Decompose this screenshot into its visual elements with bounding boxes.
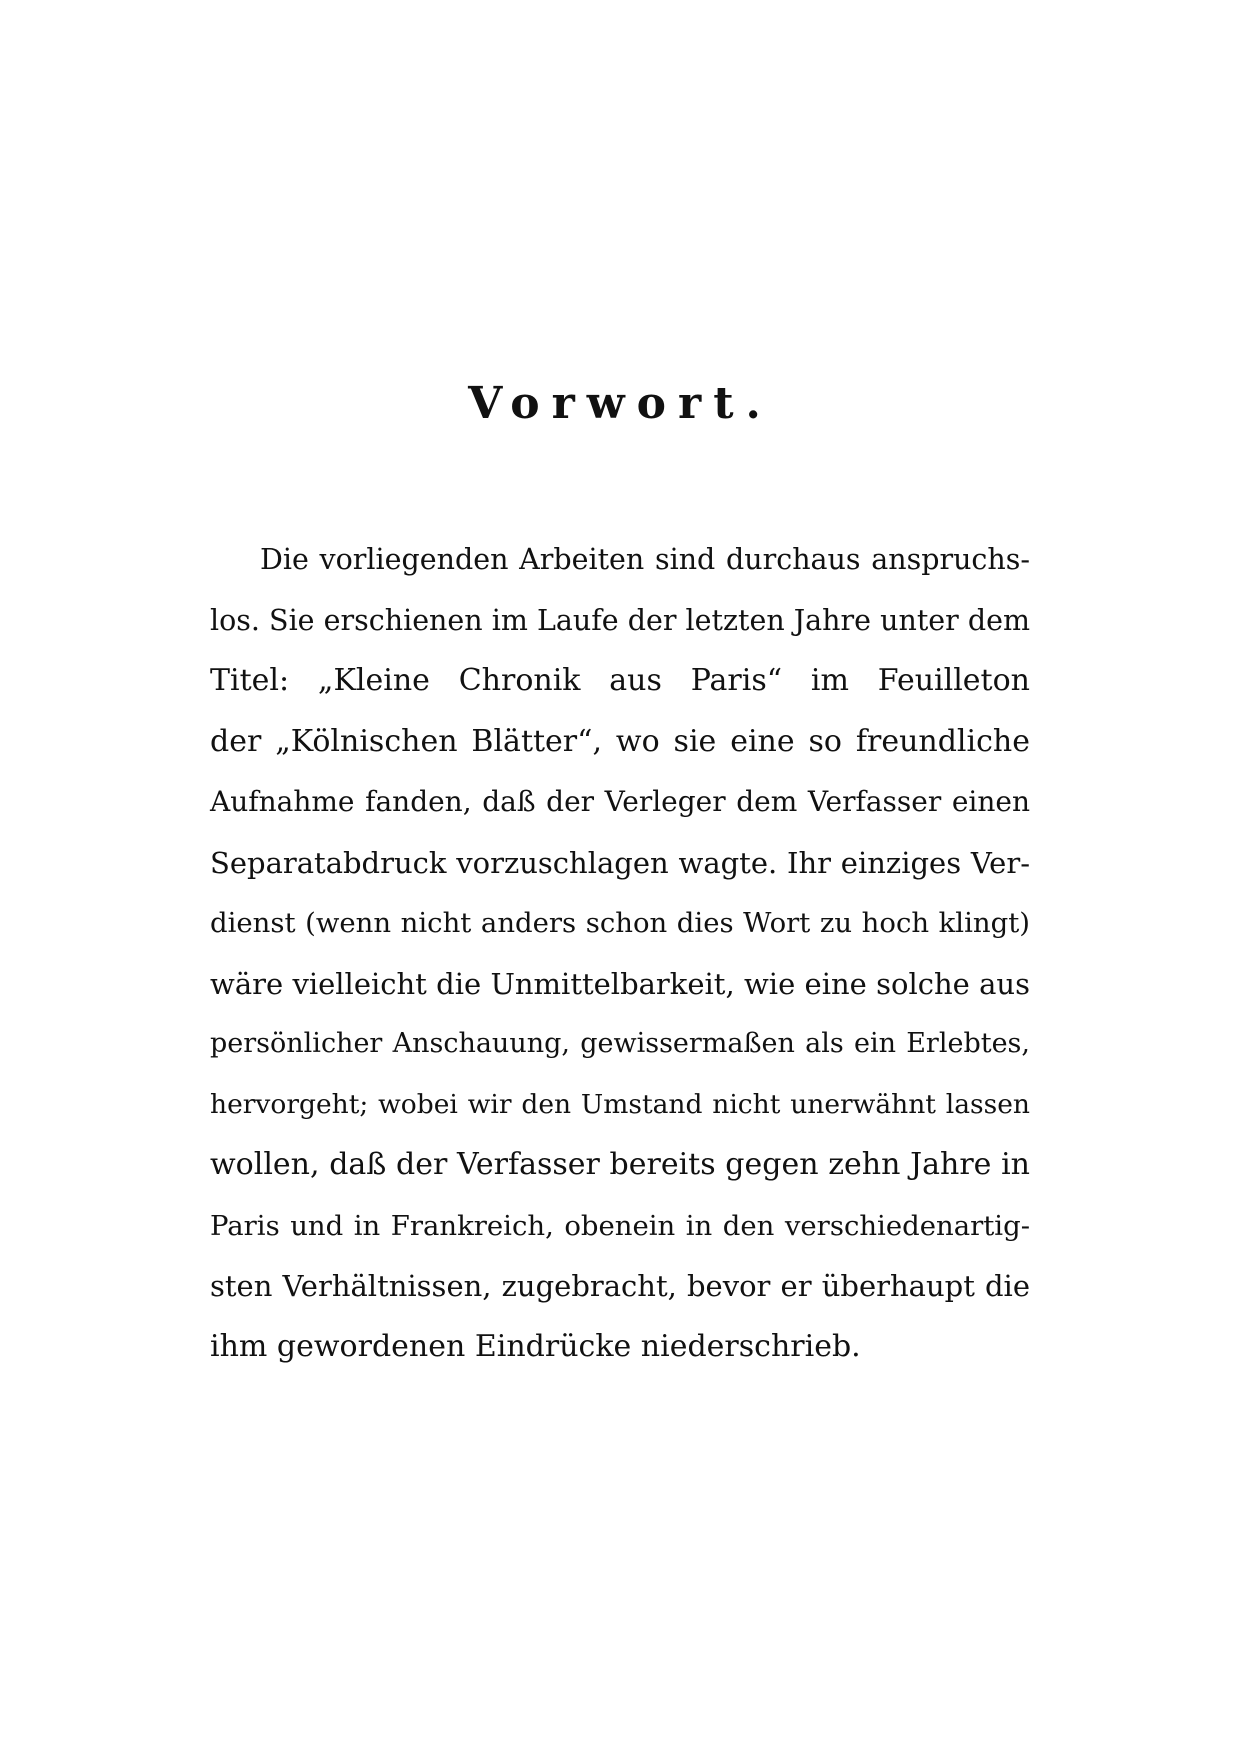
text-line: los. Sie erschienen im Laufe der letzten Jahre unter dem [210, 603, 1030, 637]
text-line: Titel: „Kleine Chronik aus Paris“ im Feuilleton [210, 663, 1030, 698]
text-line: ihm gewordenen Eindrücke niederschrieb. [210, 1328, 861, 1364]
text-line: persönlicher Anschauung, gewissermaßen als ein Erlebtes, [210, 1028, 1030, 1059]
text-line: der „Kölnischen Blätter“, wo sie eine so freundliche [210, 723, 1030, 759]
text-line: wollen, daß der Verfasser bereits gegen zehn Jahre in [210, 1147, 1030, 1182]
text-line: Aufnahme fanden, daß der Verleger dem Verfasser einen [210, 785, 1030, 818]
text-line: sten Verhältnissen, zugebracht, bevor er überhaupt die [210, 1269, 1030, 1303]
page-heading: Vorwort. [468, 378, 773, 429]
text-line: hervorgeht; wobei wir den Umstand nicht unerwähnt lassen [210, 1088, 1030, 1120]
body-text [210, 530, 1030, 1377]
text-line: dienst (wenn nicht anders schon dies Wort zu hoch klingt) [210, 907, 1030, 939]
text-line: wäre vielleicht die Unmittelbarkeit, wie eine solche aus [210, 966, 1030, 1001]
text-line: Paris und in Frankreich, obenein in den verschiedenartig- [210, 1209, 1030, 1242]
text-line: Separatabdruck vorzuschlagen wagte. Ihr einziges Ver- [210, 845, 1030, 880]
text-line: Die vorliegenden Arbeiten sind durchaus anspruchs- [260, 543, 1030, 576]
